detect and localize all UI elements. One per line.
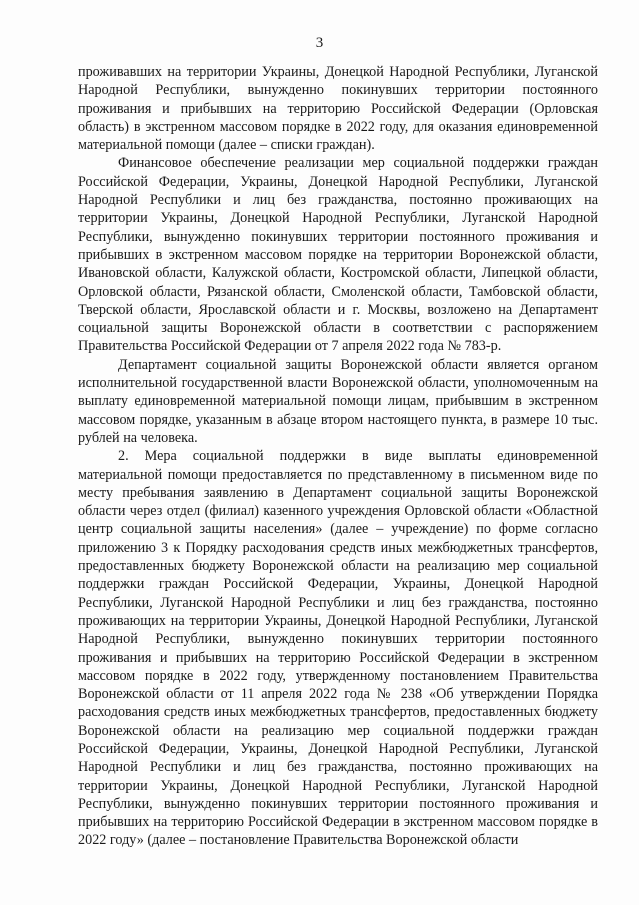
paragraph-financing: Финансовое обеспечение реализации мер социальной поддержки граждан Российской Федерации, Украины, Донецкой Народной Республики, Луганской Народной Республики и лиц без гражданства, постоянно проживающих на территории Украины, Донецкой Народной Республики, Луганской Народной Республики, вынужденно покинувших территории постоянного проживания и прибывших в экстренном массовом порядке на территории Воронежской области, Ивановской области, Калужской области, Костромской области, Липецкой области, Орловской области, Рязанской области, Смоленской области, Тамбовской области, Тверской области, Ярославской области и г. Москвы, возложено на Департамент социальной защиты Воронежской области в соответствии с распоряжением Правительства Российской Федерации от 7 апреля 2022 года № 783-р.: [78, 155, 598, 355]
paragraph-continuation: проживавших на территории Украины, Донецкой Народной Республики, Луганской Народной Республики, вынужденно покинувших территории постоянного проживания и прибывших на территорию Российской Федерации (Орловская область) в экстренном массовом порядке в 2022 году, для оказания единовременной материальной помощи (далее – списки граждан).: [78, 64, 598, 154]
paragraph-department: Департамент социальной защиты Воронежской области является органом исполнительной государственной власти Воронежской области, уполномоченным на выплату единовременной материальной помощи лицам, прибывшим в экстренном массовом порядке, указанным в абзаце втором настоящего пункта, в размере 10 тыс. рублей на человека.: [78, 356, 598, 446]
document-body: [78, 63, 598, 850]
paragraph-item-2: 2. Мера социальной поддержки в виде выплаты единовременной материальной помощи предоставляется по представленному в письменном виде по месту пребывания заявлению в Департамент социальной защиты Воронежской области через отдел (филиал) казенного учреждения Орловской области «Областной центр социальной защиты населения» (далее – учреждение) по форме согласно приложению 3 к Порядку расходования средств иных межбюджетных трансфертов, предоставленных бюджету Воронежской области на реализацию мер социальной поддержки граждан Российской Федерации, Украины, Донецкой Народной Республики, Луганской Народной Республики и лиц без гражданства, постоянно проживающих на территории Украины, Донецкой Народной Республики, Луганской Народной Республики, вынужденно покинувших территории постоянного проживания и прибывших на территорию Российской Федерации в экстренном массовом порядке в 2022 году, утвержденному постановлением Правительства Воронежской области от 11 апреля 2022 года № 238 «Об утверждении Порядка расходования средств иных межбюджетных трансфертов, предоставленных бюджету Воронежской области на реализацию мер социальной поддержки граждан Российской Федерации, Украины, Донецкой Народной Республики, Луганской Народной Республики и лиц без гражданства, постоянно проживающих на территории Украины, Донецкой Народной Республики, Луганской Народной Республики, вынужденно покинувших территории постоянного проживания и прибывших на территорию Российской Федерации в экстренном массовом порядке в 2022 году» (далее – постановление Правительства Воронежской области: [78, 448, 598, 849]
page-number: 3: [315, 35, 324, 51]
